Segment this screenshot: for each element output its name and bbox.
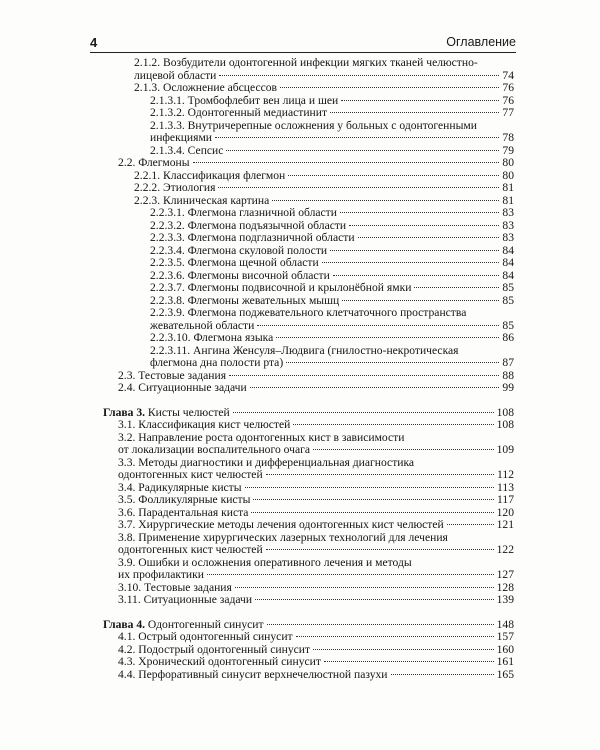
dot-leader [233,412,494,413]
toc-entry-title: 2.3. Тестовые задания [118,368,227,382]
toc-page-number: 120 [496,505,514,519]
toc-entry-title: 3.5. Фолликулярные кисты [118,493,251,506]
toc-entry-title: 2.1.2. Возбудители одонтогенной инфекции мягких тканей челюстно- [134,56,478,69]
toc-page-number: 81 [502,193,514,207]
toc-page-number: 165 [496,667,514,681]
dot-leader [245,487,494,488]
toc-page-number: 128 [496,580,514,594]
toc-page-number: 83 [502,218,514,232]
dot-leader [313,649,494,650]
toc-entry-title: 3.11. Ситуационные задачи [118,593,253,606]
dot-leader [226,150,499,151]
toc-entry-title: 3.1. Классификация кист челюстей [118,418,291,431]
toc-entry[interactable] [103,669,514,682]
toc-entry-title: 2.2.3.5. Флегмона щечной области [150,256,319,269]
toc-entry-title: 2.2.3.9. Флегмона поджевательного клетчаточного пространства [150,306,467,319]
toc-entry-title: 4.4. Перфоративный синусит верхнечелюстной пазухи [118,667,388,681]
toc-entry-title: 2.2.3.3. Флегмона подглазничной области [150,231,355,244]
dot-leader [218,187,499,188]
toc-page-number: 112 [497,468,514,481]
chapter-label: Глава 4. [103,617,146,631]
header-rule [90,52,516,53]
toc-entry[interactable] [103,57,514,82]
toc-entry[interactable] [103,157,514,170]
toc-entry-title: 2.1.3.3. Внутричерепные осложнения у больных с одонтогенными [150,118,477,132]
toc-page-number: 108 [496,405,514,419]
toc-page-number: 79 [502,143,514,157]
toc-entry-title: флегмона дна полости рта) [150,356,284,369]
toc-entry-title: 2.2.3. Клиническая картина [134,193,270,207]
toc-page-number: 84 [502,268,514,282]
toc-entry-title: жевательной области [150,318,255,332]
toc-page-number: 122 [496,543,514,556]
toc-page-number: 85 [502,281,514,294]
toc-page-number: 139 [496,593,514,606]
dot-leader [266,474,494,475]
page-number: 4 [90,35,98,50]
dot-leader [219,75,499,76]
dot-leader [342,300,499,301]
toc-entry-title: 4.3. Хронический одонтогенный синусит [118,655,321,668]
dot-leader [286,362,499,363]
toc-entry[interactable] [103,120,514,145]
toc-entry[interactable] [103,382,514,395]
toc-entry-title: одонтогенных кист челюстей [118,468,263,481]
toc-entry-title: 2.2.1. Классификация флегмон [134,168,286,182]
dot-leader [229,375,499,376]
toc-entry[interactable] [103,532,514,557]
toc-page-number: 160 [496,642,514,656]
toc-entry-title: 2.2.3.8. Флегмоны жевательных мышц [150,293,340,307]
toc-page-number: 80 [502,168,514,182]
toc-entry[interactable] [103,345,514,370]
toc-page-number: 85 [502,318,514,332]
dot-leader [349,225,499,226]
toc-entry-title: 2.2. Флегмоны [118,156,190,169]
toc-entry-title: 3.8. Применение хирургических лазерных технологий для лечения [118,530,448,544]
toc-page-number: 161 [496,655,514,668]
toc-page-number: 99 [502,381,514,394]
dot-leader [257,325,499,326]
dot-leader [193,162,500,163]
toc-page-number: 81 [502,181,514,194]
toc-page-number: 76 [502,93,514,107]
toc-page-number: 83 [502,206,514,219]
toc-page-number: 83 [502,231,514,244]
toc-entry[interactable] [103,594,514,607]
toc-page-number: 127 [496,568,514,581]
toc-entry[interactable] [103,307,514,332]
dot-leader [447,524,494,525]
toc-entry-title: Кисты челюстей [145,405,230,419]
toc-page-number: 113 [497,480,514,494]
toc-entry[interactable] [103,182,514,195]
toc-entry-title: 2.4. Ситуационные задачи [118,381,247,394]
toc-page-number: 85 [502,293,514,307]
toc-entry-title: 2.2.3.11. Ангина Женсуля–Людвига (гнилостно-некротическая [150,343,459,357]
dot-leader [250,387,500,388]
toc-entry-title: 2.2.3.2. Флегмона подъязычной области [150,218,347,232]
toc-entry-title: 2.1.3.1. Тромбофлебит вен лица и шеи [150,93,339,107]
toc-entry-title: 3.3. Методы диагностики и дифференциальная диагностика [118,455,415,469]
dot-leader [235,587,494,588]
dot-leader [333,275,500,276]
toc-page-number: 84 [502,256,514,269]
toc-entry-title: 2.2.3.6. Флегмоны височной области [150,268,330,282]
toc-page-number: 87 [502,356,514,369]
dot-leader [322,262,500,263]
toc-entry-title: 3.7. Хирургические методы лечения одонтогенных кист челюстей [118,518,444,531]
toc-entry[interactable] [103,282,514,295]
dot-leader [276,337,499,338]
toc-entry-title: Одонтогенный синусит [145,617,264,631]
dot-leader [272,200,499,201]
toc-entry-title: лицевой области [134,68,217,82]
toc-entry[interactable] [103,656,514,669]
toc-entry-title: 4.1. Острый одонтогенный синусит [118,630,293,643]
toc-page-number: 148 [496,617,514,631]
toc-entry-title: 3.6. Парадентальная киста [118,505,249,519]
dot-leader [288,175,499,176]
toc-entry[interactable] [103,232,514,245]
dot-leader [313,449,494,450]
dot-leader [207,574,494,575]
toc-entry[interactable] [103,432,514,457]
toc-entry[interactable] [103,631,514,644]
running-title: Оглавление [446,35,516,49]
page-header [90,33,516,53]
toc-page-number: 78 [502,131,514,144]
dot-leader [255,599,494,600]
toc-page-number: 121 [496,518,514,531]
toc-entry-title: 3.10. Тестовые задания [118,580,232,594]
toc-page-number: 108 [496,418,514,431]
toc-entry[interactable] [103,457,514,482]
toc-entry-title: 3.2. Направление роста одонтогенных кист в зависимости [118,430,405,444]
toc-page-number: 86 [502,331,514,344]
dot-leader [267,624,494,625]
toc-page-number: 117 [497,493,514,506]
toc-entry-title: 4.2. Подострый одонтогенный синусит [118,642,311,656]
toc-entry-title: 2.2.3.7. Флегмоны подвисочной и крылонёбной ямки [150,281,412,294]
toc-page-number: 109 [496,443,514,456]
dot-leader [324,661,494,662]
table-of-contents [103,57,514,681]
toc-entry-title: от локализации воспалительного очага [118,443,311,456]
dot-leader [280,87,499,88]
toc-entry-title: инфекциями [150,131,212,144]
dot-leader [296,636,494,637]
toc-entry-title: 2.2.3.4. Флегмона скуловой полости [150,243,328,257]
toc-entry-title: 2.1.3. Осложнение абсцессов [134,81,278,94]
dot-leader [266,549,494,550]
toc-entry[interactable] [103,257,514,270]
dot-leader [215,137,499,138]
toc-entry-title: 3.9. Ошибки и осложнения оперативного лечения и методы [118,555,412,569]
toc-entry[interactable] [103,82,514,95]
toc-page-number: 80 [502,156,514,169]
toc-entry-title: 3.4. Радикулярные кисты [118,480,242,494]
toc-entry-title: 2.2.3.10. Флегмона языка [150,331,274,344]
toc-entry-title: 2.1.3.4. Сепсис [150,143,224,157]
dot-leader [414,287,499,288]
toc-entry[interactable] [103,207,514,220]
toc-page-number: 84 [502,243,514,257]
toc-entry-title: 2.1.3.2. Одонтогенный медиастинит [150,106,328,119]
dot-leader [391,674,494,675]
toc-entry[interactable] [103,494,514,507]
toc-entry[interactable] [103,557,514,582]
dot-leader [330,112,499,113]
toc-entry-title: 2.2.2. Этиология [134,181,216,194]
dot-leader [330,250,499,251]
toc-entry-title: их профилактики [118,568,204,581]
chapter-label: Глава 3. [103,405,146,419]
dot-leader [341,100,499,101]
dot-leader [358,237,500,238]
toc-page-number: 88 [502,368,514,382]
dot-leader [251,512,493,513]
toc-page-number: 74 [502,68,514,82]
dot-leader [340,212,499,213]
toc-page-number: 157 [496,630,514,643]
toc-page-number: 76 [502,81,514,94]
toc-entry-title: одонтогенных кист челюстей [118,543,263,556]
dot-leader [253,499,494,500]
toc-page-number: 77 [502,106,514,119]
dot-leader [293,424,493,425]
toc-entry-title: 2.2.3.1. Флегмона глазничной области [150,206,337,219]
